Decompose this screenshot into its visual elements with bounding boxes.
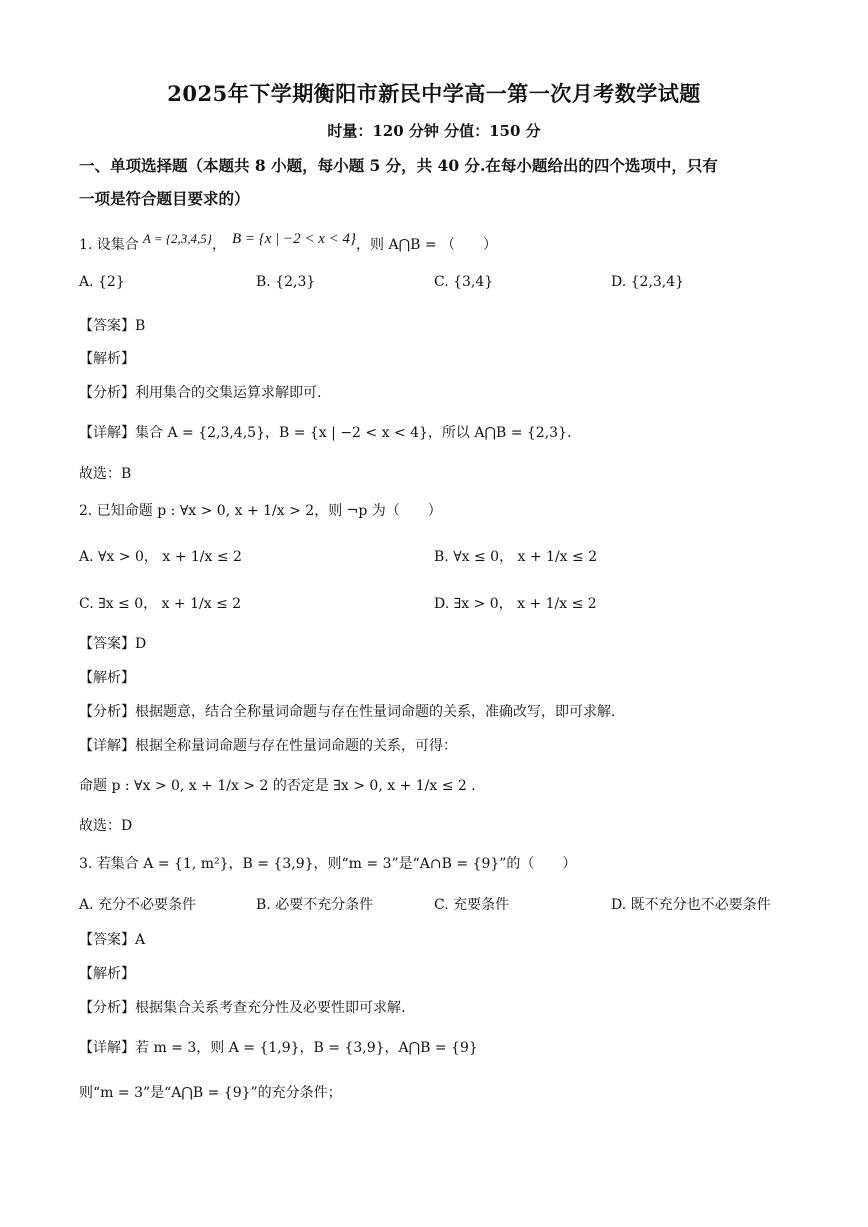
q3-option-d: D. 既不充分也不必要条件 [611, 897, 771, 913]
q3-option-b: B. 必要不充分条件 [256, 897, 374, 913]
q1-option-d: D. {2,3,4} [611, 274, 685, 290]
q1-option-b: B. {2,3} [256, 274, 316, 290]
q1-option-c: C. {3,4} [434, 274, 494, 290]
q2-answer: 【答案】D [79, 636, 147, 652]
q3-detail-conclusion: 则“m = 3”是“A⋂B = {9}”的充分条件； [79, 1085, 342, 1101]
q2-option-b: B. ∀x ≤ 0， x + 1/x ≤ 2 [434, 549, 598, 565]
q2-option-a: A. ∀x > 0， x + 1/x ≤ 2 [79, 549, 242, 565]
q2-analysis: 【分析】根据题意，结合全称量词命题与存在性量词命题的关系，准确改写，即可求解. [79, 704, 616, 720]
q3-option-a: A. 充分不必要条件 [79, 897, 197, 913]
q2-detail-negation: 命题 p : ∀x > 0, x + 1/x > 2 的否定是 ∃x > 0, x + 1/x ≤ 2 . [79, 778, 476, 794]
section-heading-line2: 一项是符合题目要求的） [79, 189, 250, 208]
q1-set-a: A = {2,3,4,5} [142, 231, 212, 246]
q1-detail: 【详解】集合 A = {2,3,4,5}，B = {x | −2 < x < 4}，所以 A⋂B = {2,3}. [79, 425, 572, 441]
q1-option-a: A. {2} [79, 274, 125, 290]
q1-answer: 【答案】B [79, 318, 146, 334]
q3-jiexi: 【解析】 [79, 966, 135, 982]
q3-option-c: C. 充要条件 [434, 897, 510, 913]
q1-set-b: B = {x | −2 < x < 4} [231, 231, 357, 247]
q1-ask: ，则 A⋂B = （ ） [356, 237, 498, 253]
q1-stem: 1. 设集合 A = {2,3,4,5}， B = {x | −2 < x < 4}，则 A⋂B = （ ） [79, 231, 498, 253]
q1-analysis: 【分析】利用集合的交集运算求解即可. [79, 385, 322, 401]
exam-subtitle: 时量：120 分钟 分值：150 分 [327, 122, 541, 140]
q1-choose: 故选：B [79, 466, 132, 482]
q2-jiexi: 【解析】 [79, 670, 135, 686]
q3-detail: 【详解】若 m = 3，则 A = {1,9}，B = {3,9}，A⋂B = {9} [79, 1040, 478, 1056]
q2-option-d: D. ∃x > 0， x + 1/x ≤ 2 [434, 596, 597, 612]
q3-analysis: 【分析】根据集合关系考查充分性及必要性即可求解. [79, 1000, 406, 1016]
q2-option-c: C. ∃x ≤ 0， x + 1/x ≤ 2 [79, 596, 242, 612]
q2-stem: 2. 已知命题 p : ∀x > 0, x + 1/x > 2，则 ¬p 为（ ） [79, 503, 442, 519]
q3-answer: 【答案】A [79, 932, 146, 948]
q2-choose: 故选：D [79, 818, 133, 834]
q2-detail: 【详解】根据全称量词命题与存在性量词命题的关系，可得： [79, 738, 457, 754]
q1-jiexi: 【解析】 [79, 351, 135, 367]
q3-stem: 3. 若集合 A = {1, m²}，B = {3,9}，则“m = 3”是“A∩B = {9}”的（ ） [79, 856, 577, 872]
section-heading-line1: 一、单项选择题（本题共 8 小题，每小题 5 分，共 40 分.在每小题给出的四个选项中，只有 [79, 156, 718, 175]
exam-title: 2025年下学期衡阳市新民中学高一第一次月考数学试题 [167, 81, 701, 106]
